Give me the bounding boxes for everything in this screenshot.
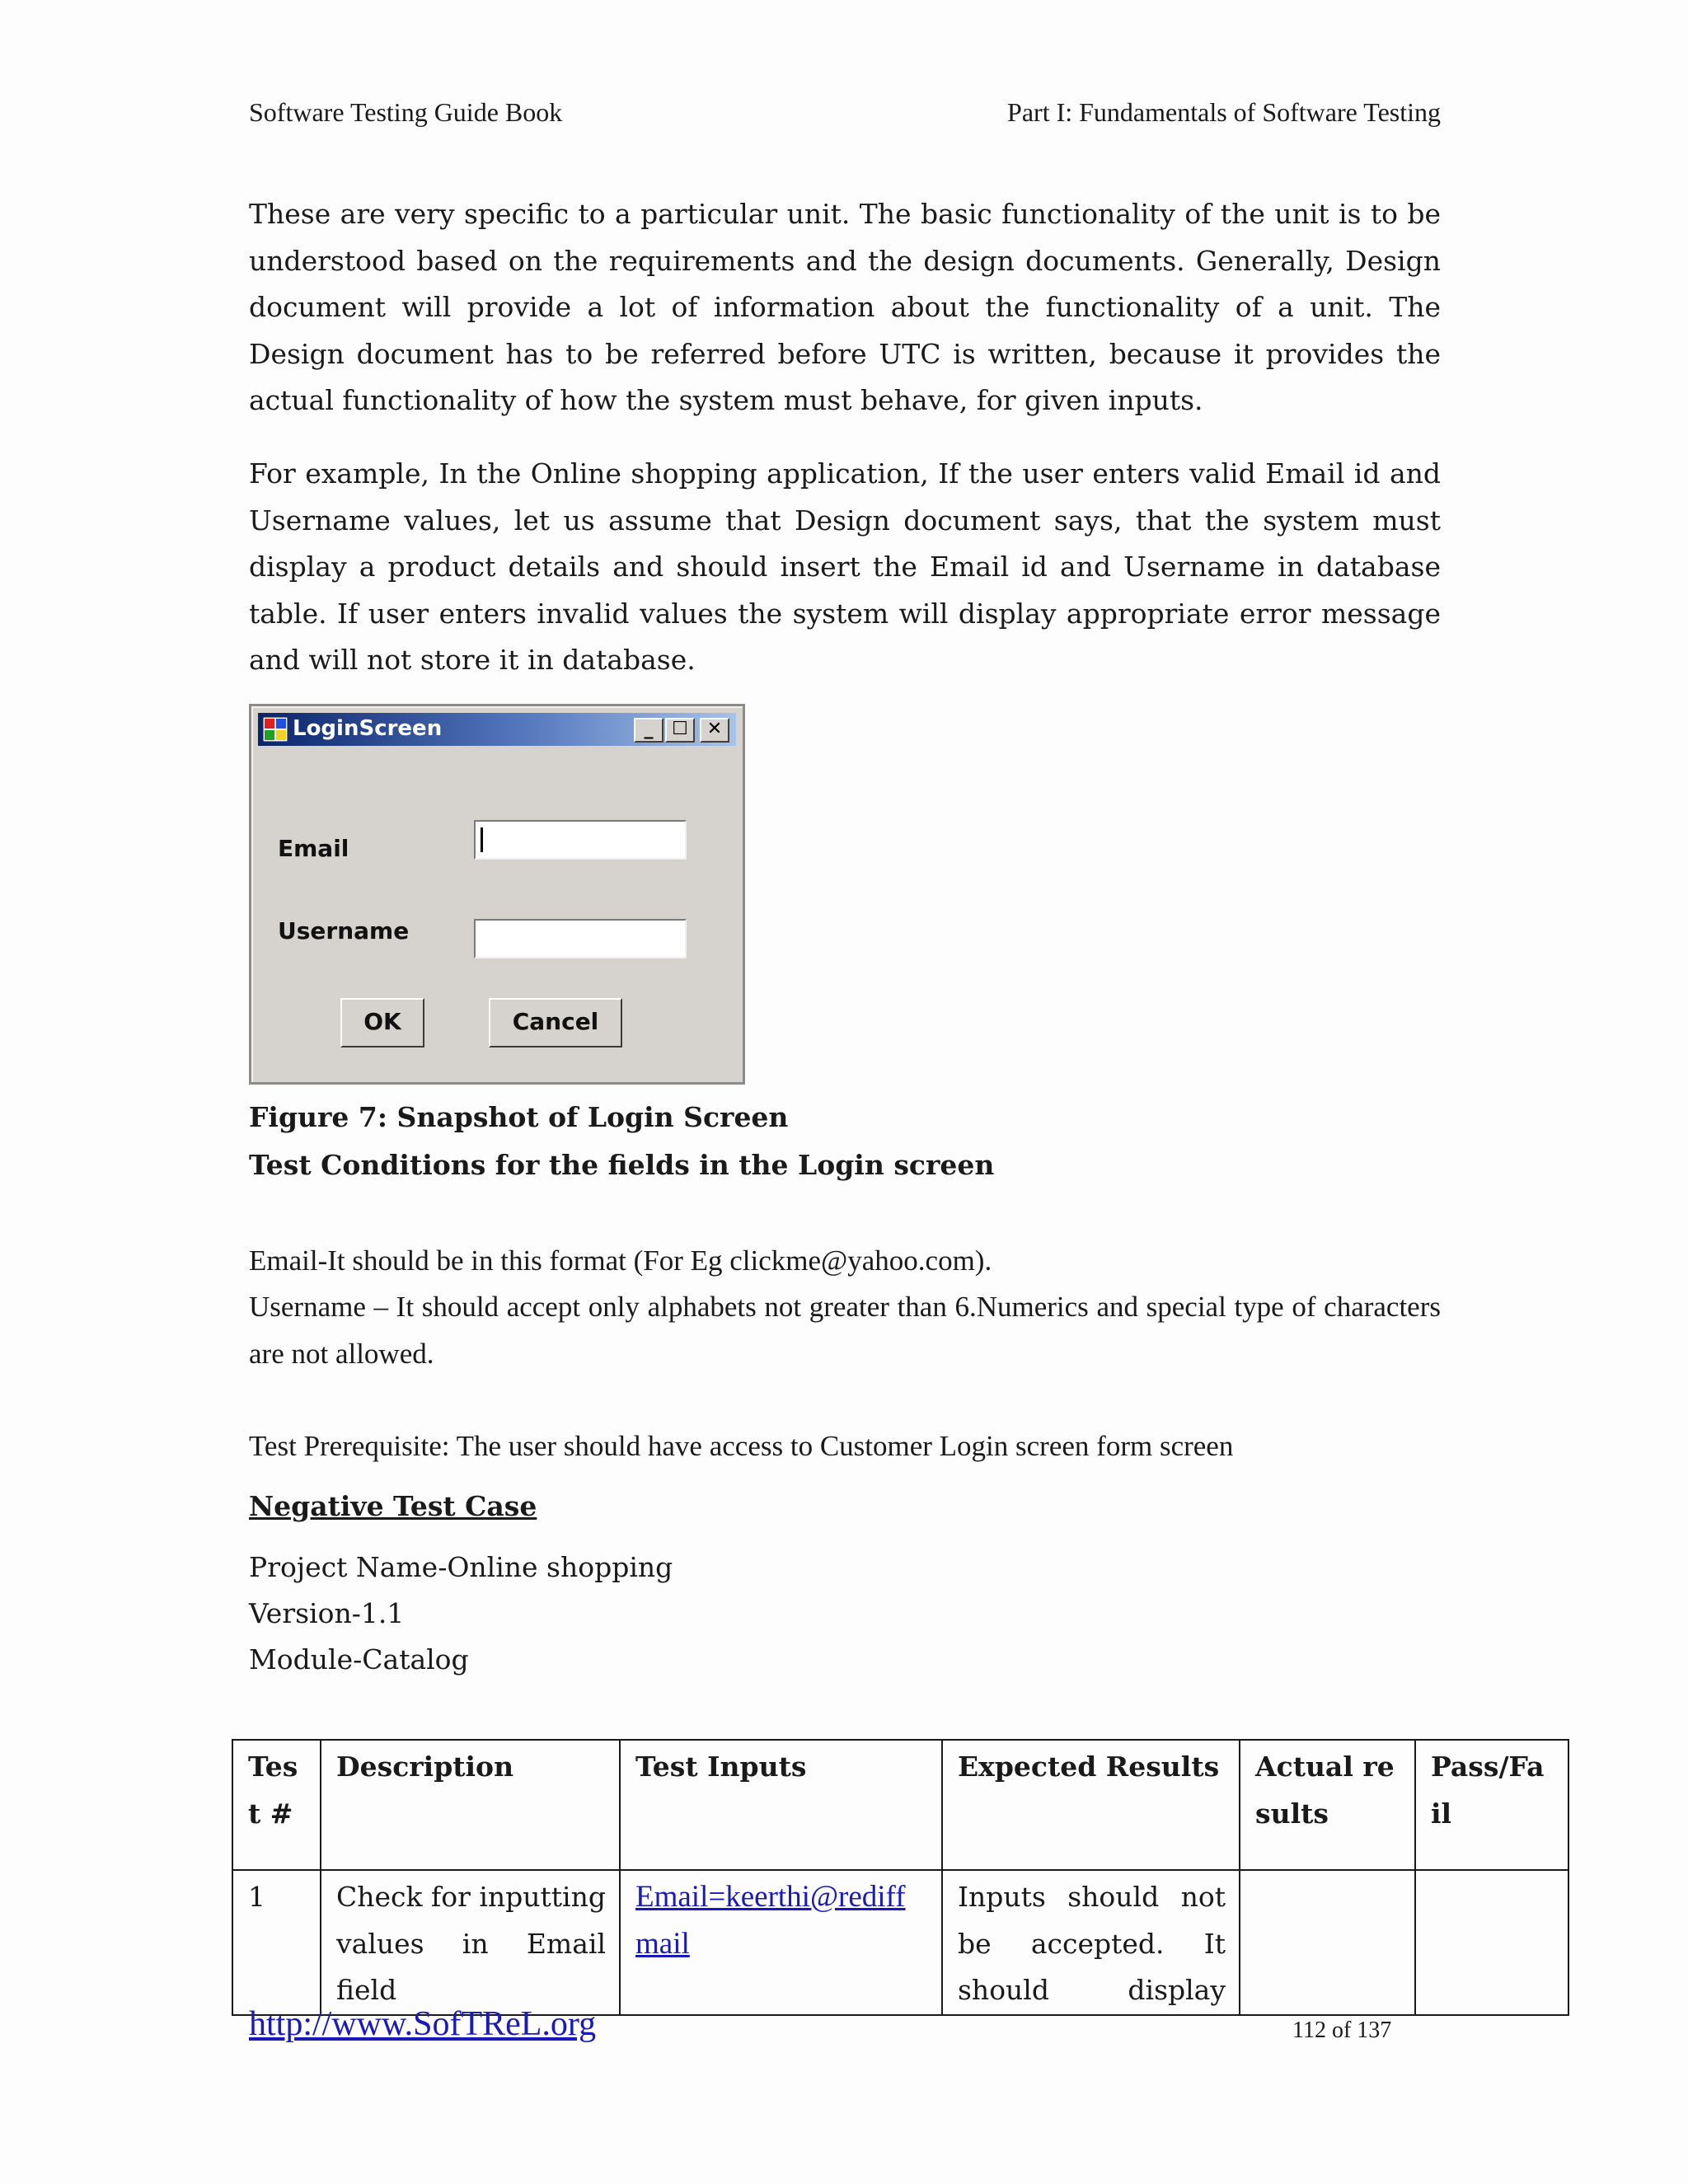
username-input[interactable] bbox=[474, 919, 687, 958]
description-cell: Check for inputting values in Email field bbox=[321, 1870, 620, 2015]
column-header: Pass/Fail bbox=[1415, 1740, 1568, 1870]
username-label: Username bbox=[278, 917, 410, 944]
pass-fail-cell bbox=[1415, 1870, 1568, 2015]
negative-test-case-heading: Negative Test Case bbox=[249, 1490, 537, 1522]
column-header: Test Inputs bbox=[620, 1740, 942, 1870]
column-header: Test # bbox=[232, 1740, 321, 1870]
figure-caption: Figure 7: Snapshot of Login Screen bbox=[249, 1101, 789, 1133]
username-condition: Username – It should accept only alphabets not greater than 6.Numerics and special type of characters are not allowed. bbox=[249, 1291, 1441, 1370]
text-caret bbox=[481, 827, 483, 852]
window-titlebar bbox=[258, 713, 736, 746]
project-version: Version-1.1 bbox=[249, 1597, 405, 1629]
app-icon bbox=[263, 717, 288, 742]
conditions-heading: Test Conditions for the fields in the Login screen bbox=[249, 1149, 995, 1181]
footer-website-link[interactable]: http://www.SofTReL.org bbox=[249, 2005, 597, 2043]
paragraph-example: For example, In the Online shopping application, If the user enters valid Email id and Username values, let us assume that Design document says, that the system must display a product details and should insert the Email id and Username in database table. If user enters invalid values the system will display appropriate error message and will not store it in database. bbox=[249, 457, 1441, 676]
window-title: LoginScreen bbox=[293, 716, 443, 741]
test-inputs-cell bbox=[620, 1870, 942, 2015]
test-input-link[interactable]: Email=keerthi@rediffmail bbox=[635, 1880, 906, 1961]
column-header: Actual results bbox=[1240, 1740, 1415, 1870]
paragraph-unit-description: These are very specific to a particular unit. The basic functionality of the unit is to be understood based on the requirements and the design documents. Generally, Design document will provide a lot of information about the functionality of a unit. The Design document has to be referred before UTC is written, because it provides the actual functionality of how the system must behave, for given inputs. bbox=[249, 198, 1441, 416]
ok-button[interactable]: OK bbox=[340, 998, 424, 1047]
project-name: Project Name-Online shopping bbox=[249, 1551, 673, 1583]
column-header: Expected Results bbox=[942, 1740, 1240, 1870]
email-input[interactable] bbox=[474, 820, 687, 860]
login-window-screenshot bbox=[249, 704, 745, 1085]
header-book-title: Software Testing Guide Book bbox=[249, 97, 563, 127]
cancel-button[interactable]: Cancel bbox=[489, 998, 622, 1047]
email-label: Email bbox=[278, 835, 349, 862]
test-number-cell: 1 bbox=[232, 1870, 321, 2015]
test-prerequisite: Test Prerequisite: The user should have access to Customer Login screen form screen bbox=[249, 1430, 1234, 1462]
minimize-button[interactable]: _ bbox=[634, 718, 663, 743]
test-case-table bbox=[232, 1739, 1569, 2016]
table-header-row bbox=[232, 1740, 1568, 1870]
actual-results-cell bbox=[1240, 1870, 1415, 2015]
close-button[interactable]: ✕ bbox=[700, 718, 729, 743]
header-part-title: Part I: Fundamentals of Software Testing bbox=[1007, 97, 1441, 127]
maximize-button[interactable]: ☐ bbox=[665, 718, 695, 743]
email-condition: Email-It should be in this format (For Eg clickme@yahoo.com). bbox=[249, 1244, 992, 1277]
project-module: Module-Catalog bbox=[249, 1643, 469, 1675]
table-row bbox=[232, 1870, 1568, 2015]
expected-results-cell: Inputs should not be accepted. It should display bbox=[942, 1870, 1240, 2015]
column-header: Description bbox=[321, 1740, 620, 1870]
page-number: 112 of 137 bbox=[1292, 2018, 1392, 2043]
